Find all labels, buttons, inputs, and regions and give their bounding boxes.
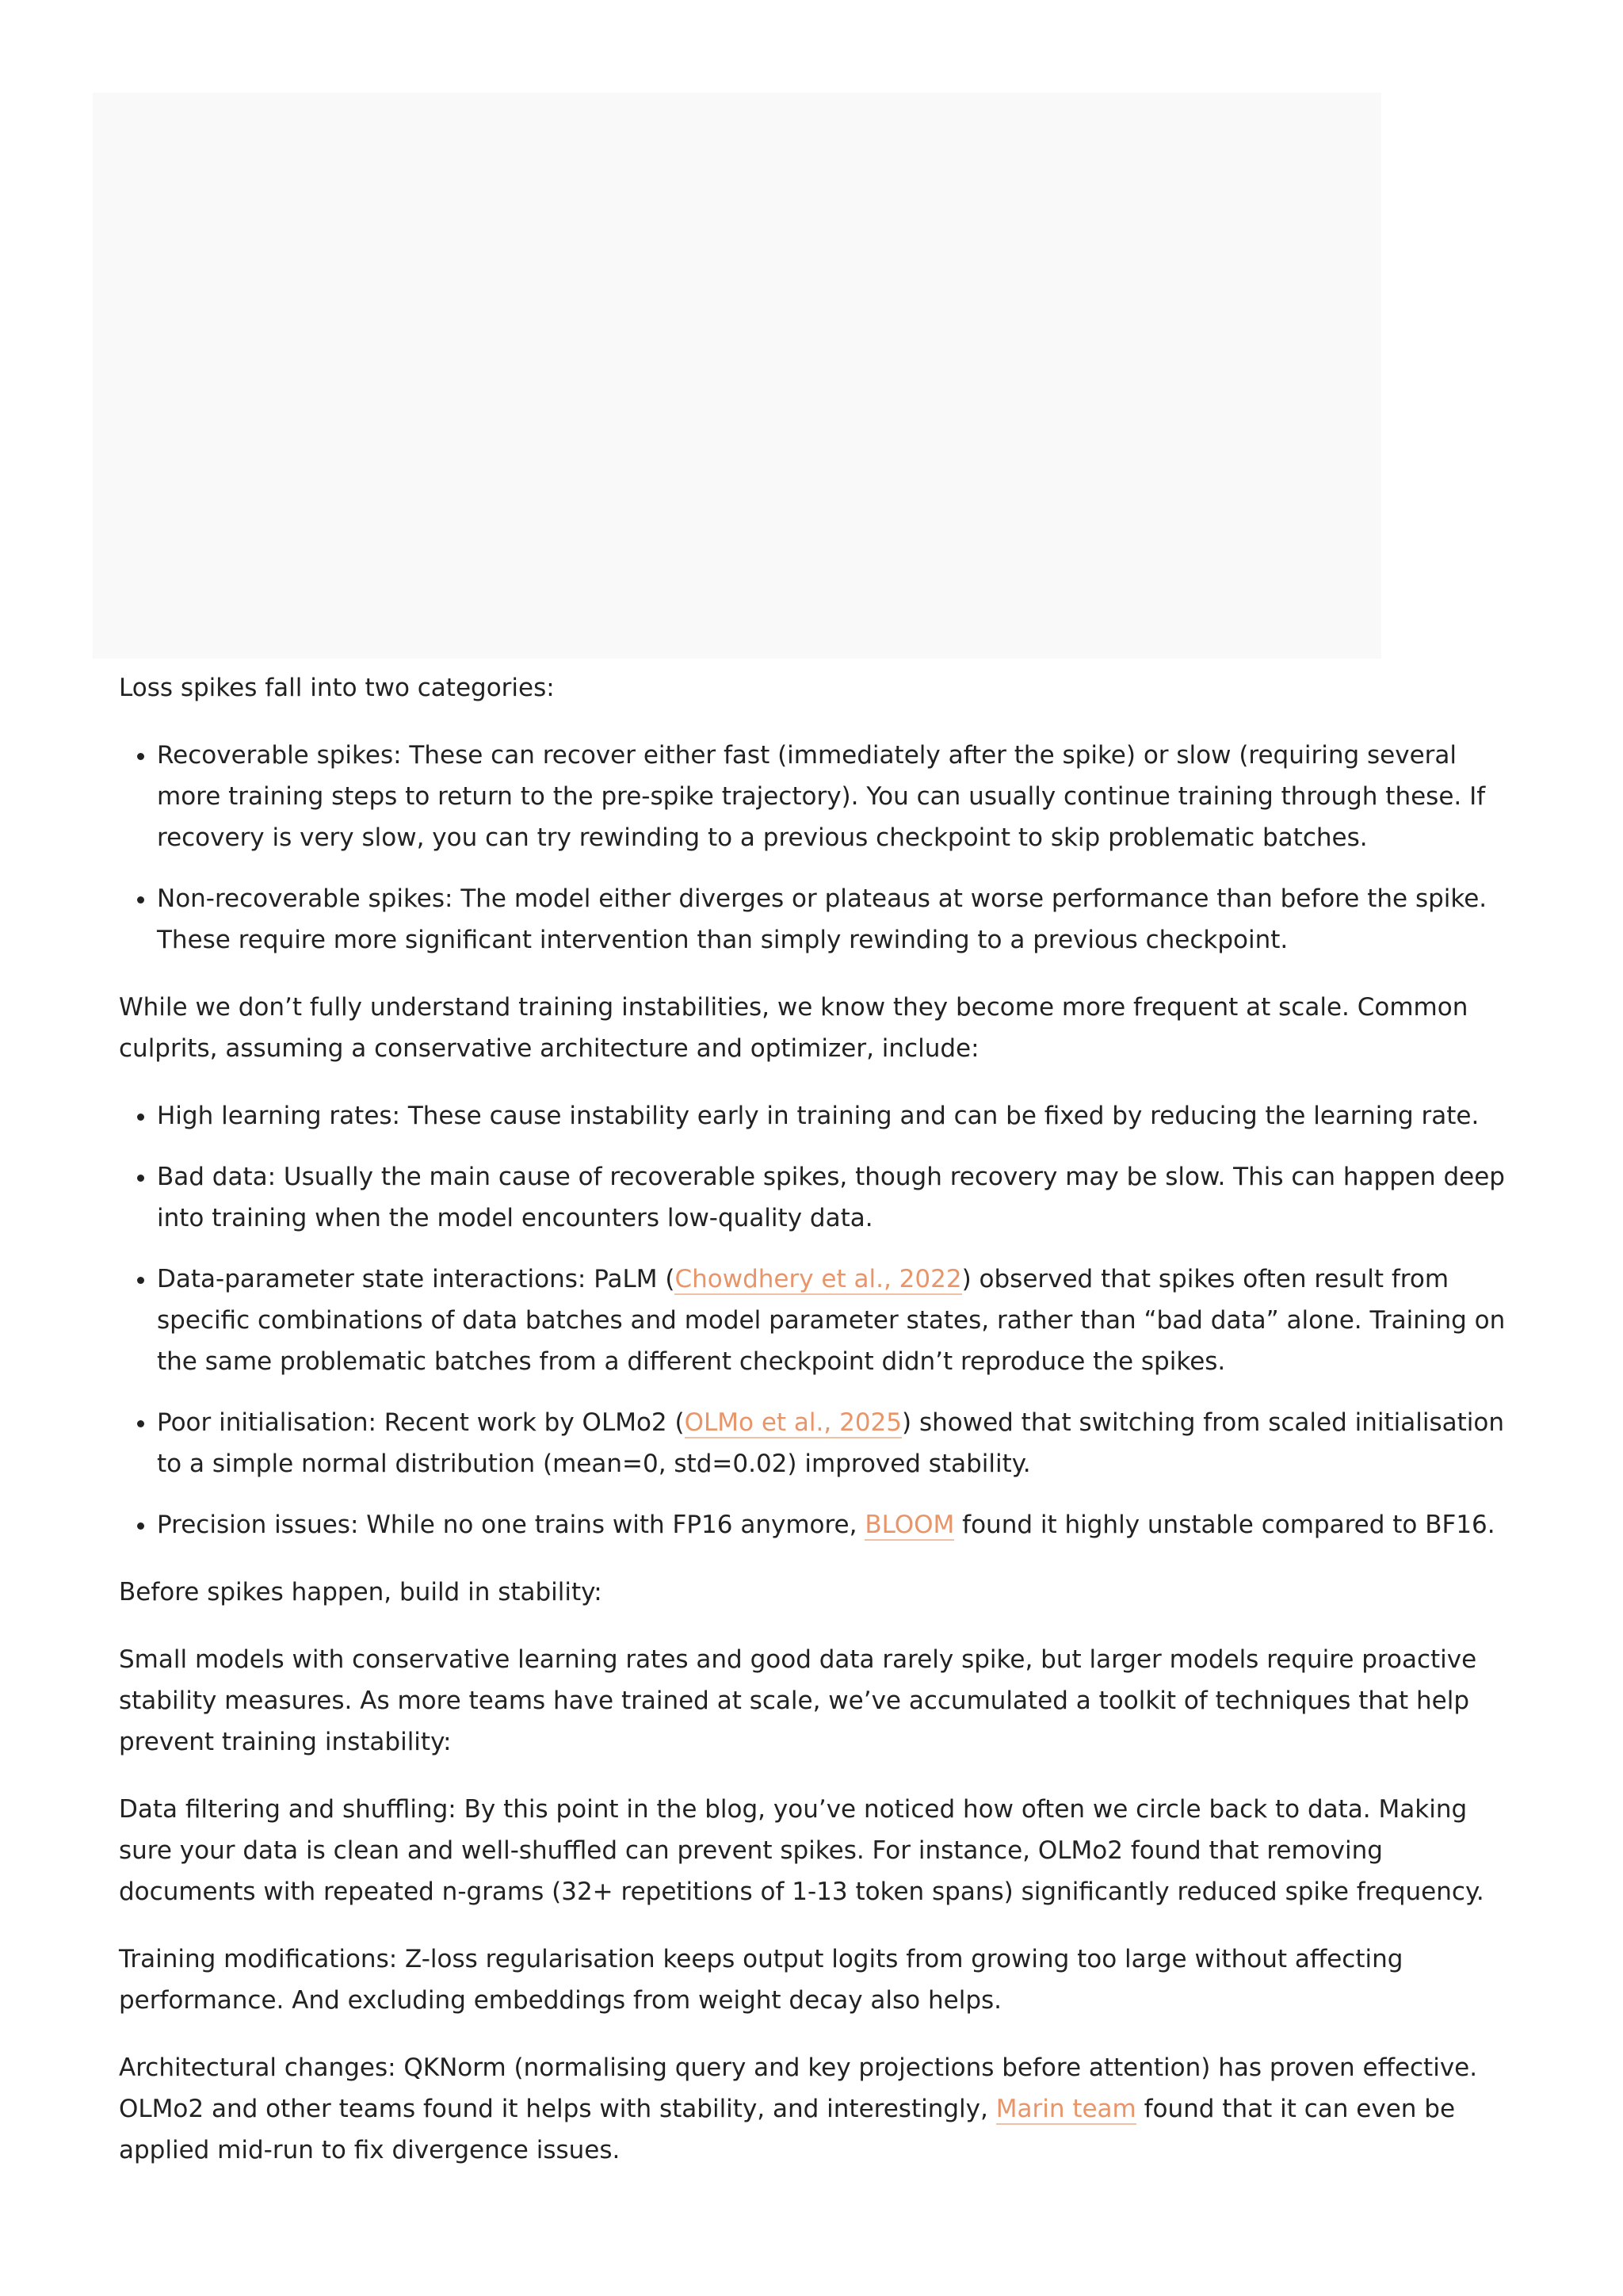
link-bloom[interactable]: BLOOM: [865, 1511, 955, 1539]
item-text: found it highly unstable compared to BF16.: [954, 1511, 1495, 1539]
link-marin-team[interactable]: Marin team: [995, 2095, 1136, 2123]
article-body: [119, 667, 1522, 2197]
item-text: Data-parameter state interactions: PaLM (: [157, 1265, 675, 1293]
citation-link-chowdhery-2022[interactable]: Chowdhery et al., 2022: [674, 1265, 962, 1293]
culprits-intro: While we don’t fully understand training instabilities, we know they become more frequent at scale. Common culprits, assuming a conservative architecture and optimizer, include:: [119, 993, 1468, 1063]
list-item-bad-data: • Bad data: Usually the main cause of recoverable spikes, though recovery may be slow. This can happen deep into training when the model encounters low-quality data.: [157, 1156, 1522, 1239]
item-text: ) showed that switching from scaled initialisation to a simple normal distribution (mean=0, std=0.02) improved stability.: [157, 1408, 1505, 1478]
paragraph-text: Architectural changes: QKNorm (normalising query and key projections before attention) has proven effective. OLMo2 and other teams found it helps with stability, and interestingly,: [119, 2053, 1478, 2123]
list-item-recoverable-spikes: • Recoverable spikes: These can recover either fast (immediately after the spike) or slow (requiring several more training steps to return to the pre-spike trajectory). You can usually continue training through these. If recovery is very slow, you can try rewinding to a previous checkpoint to skip problematic batches.: [157, 735, 1522, 858]
figure-placeholder: [93, 93, 1381, 659]
list-item-poor-initialisation: [157, 1402, 1522, 1484]
spike-categories-intro: Loss spikes fall into two categories:: [119, 674, 555, 702]
list-item-high-learning-rates: • High learning rates: These cause instability early in training and can be fixed by reducing the learning rate.: [157, 1095, 1522, 1137]
data-filtering-paragraph: Data filtering and shuffling: By this point in the blog, you’ve noticed how often we circle back to data. Making sure your data is clean and well-shuffled can prevent spikes. For instance, OLMo2 found that removing documents with repeated n-grams (32+ repetitions of 1-13 token spans) significantly reduced spike frequency.: [119, 1795, 1484, 1906]
list-item-non-recoverable-spikes: • Non-recoverable spikes: The model either diverges or plateaus at worse performance than before the spike. These require more significant intervention than simply rewinding to a previous checkpoint.: [157, 878, 1522, 961]
citation-link-olmo-2025[interactable]: OLMo et al., 2025: [684, 1408, 902, 1437]
training-modifications-paragraph: Training modifications: Z-loss regularisation keeps output logits from growing too large without affecting performance. And excluding embeddings from weight decay also helps.: [119, 1945, 1403, 2015]
item-text: ) observed that spikes often result from specific combinations of data batches and model parameter states, rather than “bad data” alone. Training on the same problematic batches from a different checkpoint didn’t reproduce the spikes.: [157, 1265, 1506, 1376]
paragraph-text: found that it can even be applied mid-run to fix divergence issues.: [119, 2095, 1456, 2164]
item-text: Precision issues: While no one trains with FP16 anymore,: [157, 1511, 865, 1539]
list-item-precision-issues: [157, 1504, 1522, 1545]
culprits-list: [119, 1095, 1522, 1545]
small-models-paragraph: Small models with conservative learning rates and good data rarely spike, but larger models require proactive stability measures. As more teams have trained at scale, we’ve accumulated a toolkit of techniques that help prevent training instability:: [119, 1645, 1477, 1756]
architectural-changes-paragraph: [119, 2047, 1522, 2171]
list-item-data-parameter-interactions: [157, 1259, 1522, 1382]
spike-categories-list: [119, 735, 1522, 961]
item-text: Poor initialisation: Recent work by OLMo2 (: [157, 1408, 685, 1437]
before-spikes-heading: Before spikes happen, build in stability:: [119, 1578, 602, 1606]
